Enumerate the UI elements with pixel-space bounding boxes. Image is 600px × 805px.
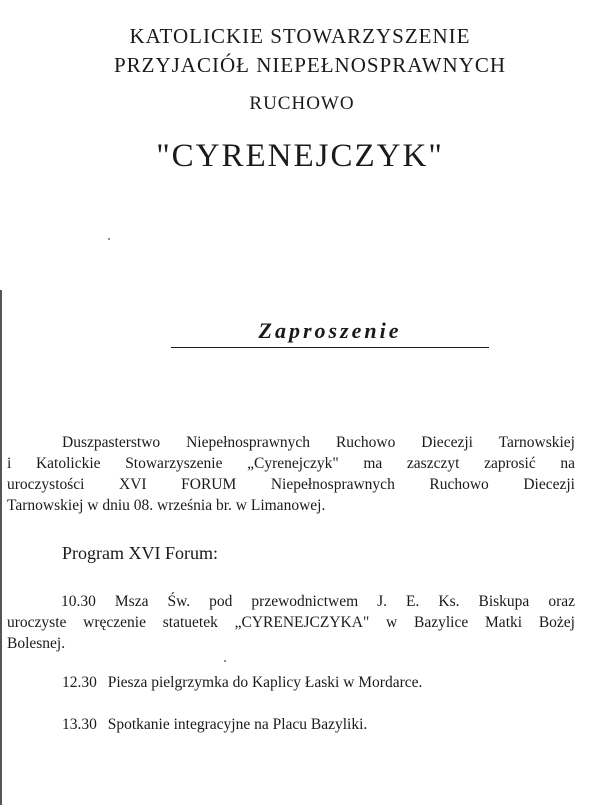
program-item-line: 10.30 Msza Św. pod przewodnictwem J. E. Ks. Biskupa oraz (61, 593, 575, 610)
org-name-line-2: PRZYJACIÓŁ NIEPEŁNOSPRAWNYCH (113, 53, 507, 77)
invitation-underline (171, 347, 489, 348)
program-title: Program XVI Forum: (62, 543, 218, 563)
org-name-line-3: RUCHOWO (249, 93, 355, 114)
program-item (7, 591, 575, 654)
intro-paragraph (7, 432, 575, 516)
program-item-line: Bolesnej. (7, 635, 66, 652)
program-item-time: 12.30 (62, 674, 97, 691)
org-name-line-1: KATOLICKIE STOWARZYSZENIE (129, 24, 471, 48)
program-item-text: Piesza pielgrzymka do Kaplicy Łaski w Mordarce. (107, 674, 423, 691)
org-name-title: "CYRENEJCZYK" (156, 138, 444, 174)
intro-line: i Katolickie Stowarzyszenie „Cyrenejczyk" ma zaszczyt zaprosić na (7, 455, 575, 472)
program-item-text: Spotkanie integracyjne na Placu Bazyliki. (107, 716, 368, 733)
intro-line: uroczystości XVI FORUM Niepełnosprawnych Ruchowo Diecezji (7, 476, 575, 493)
invitation-title: Zaproszenie (258, 318, 402, 343)
program-item (62, 674, 422, 692)
invitation-heading (170, 318, 490, 348)
program-item-time: 13.30 (62, 716, 97, 733)
program-item-line: uroczyste wręczenie statuetek „CYRENEJCZYKA" w Bazylice Matki Bożej (7, 614, 575, 631)
scan-edge (0, 290, 2, 805)
scan-speck (224, 660, 226, 662)
scan-speck (108, 238, 110, 240)
intro-line: Tarnowskiej w dniu 08. września br. w Limanowej. (7, 497, 326, 514)
program-item (62, 716, 367, 734)
intro-line: Duszpasterstwo Niepełnosprawnych Ruchowo Diecezji Tarnowskiej (62, 434, 575, 451)
